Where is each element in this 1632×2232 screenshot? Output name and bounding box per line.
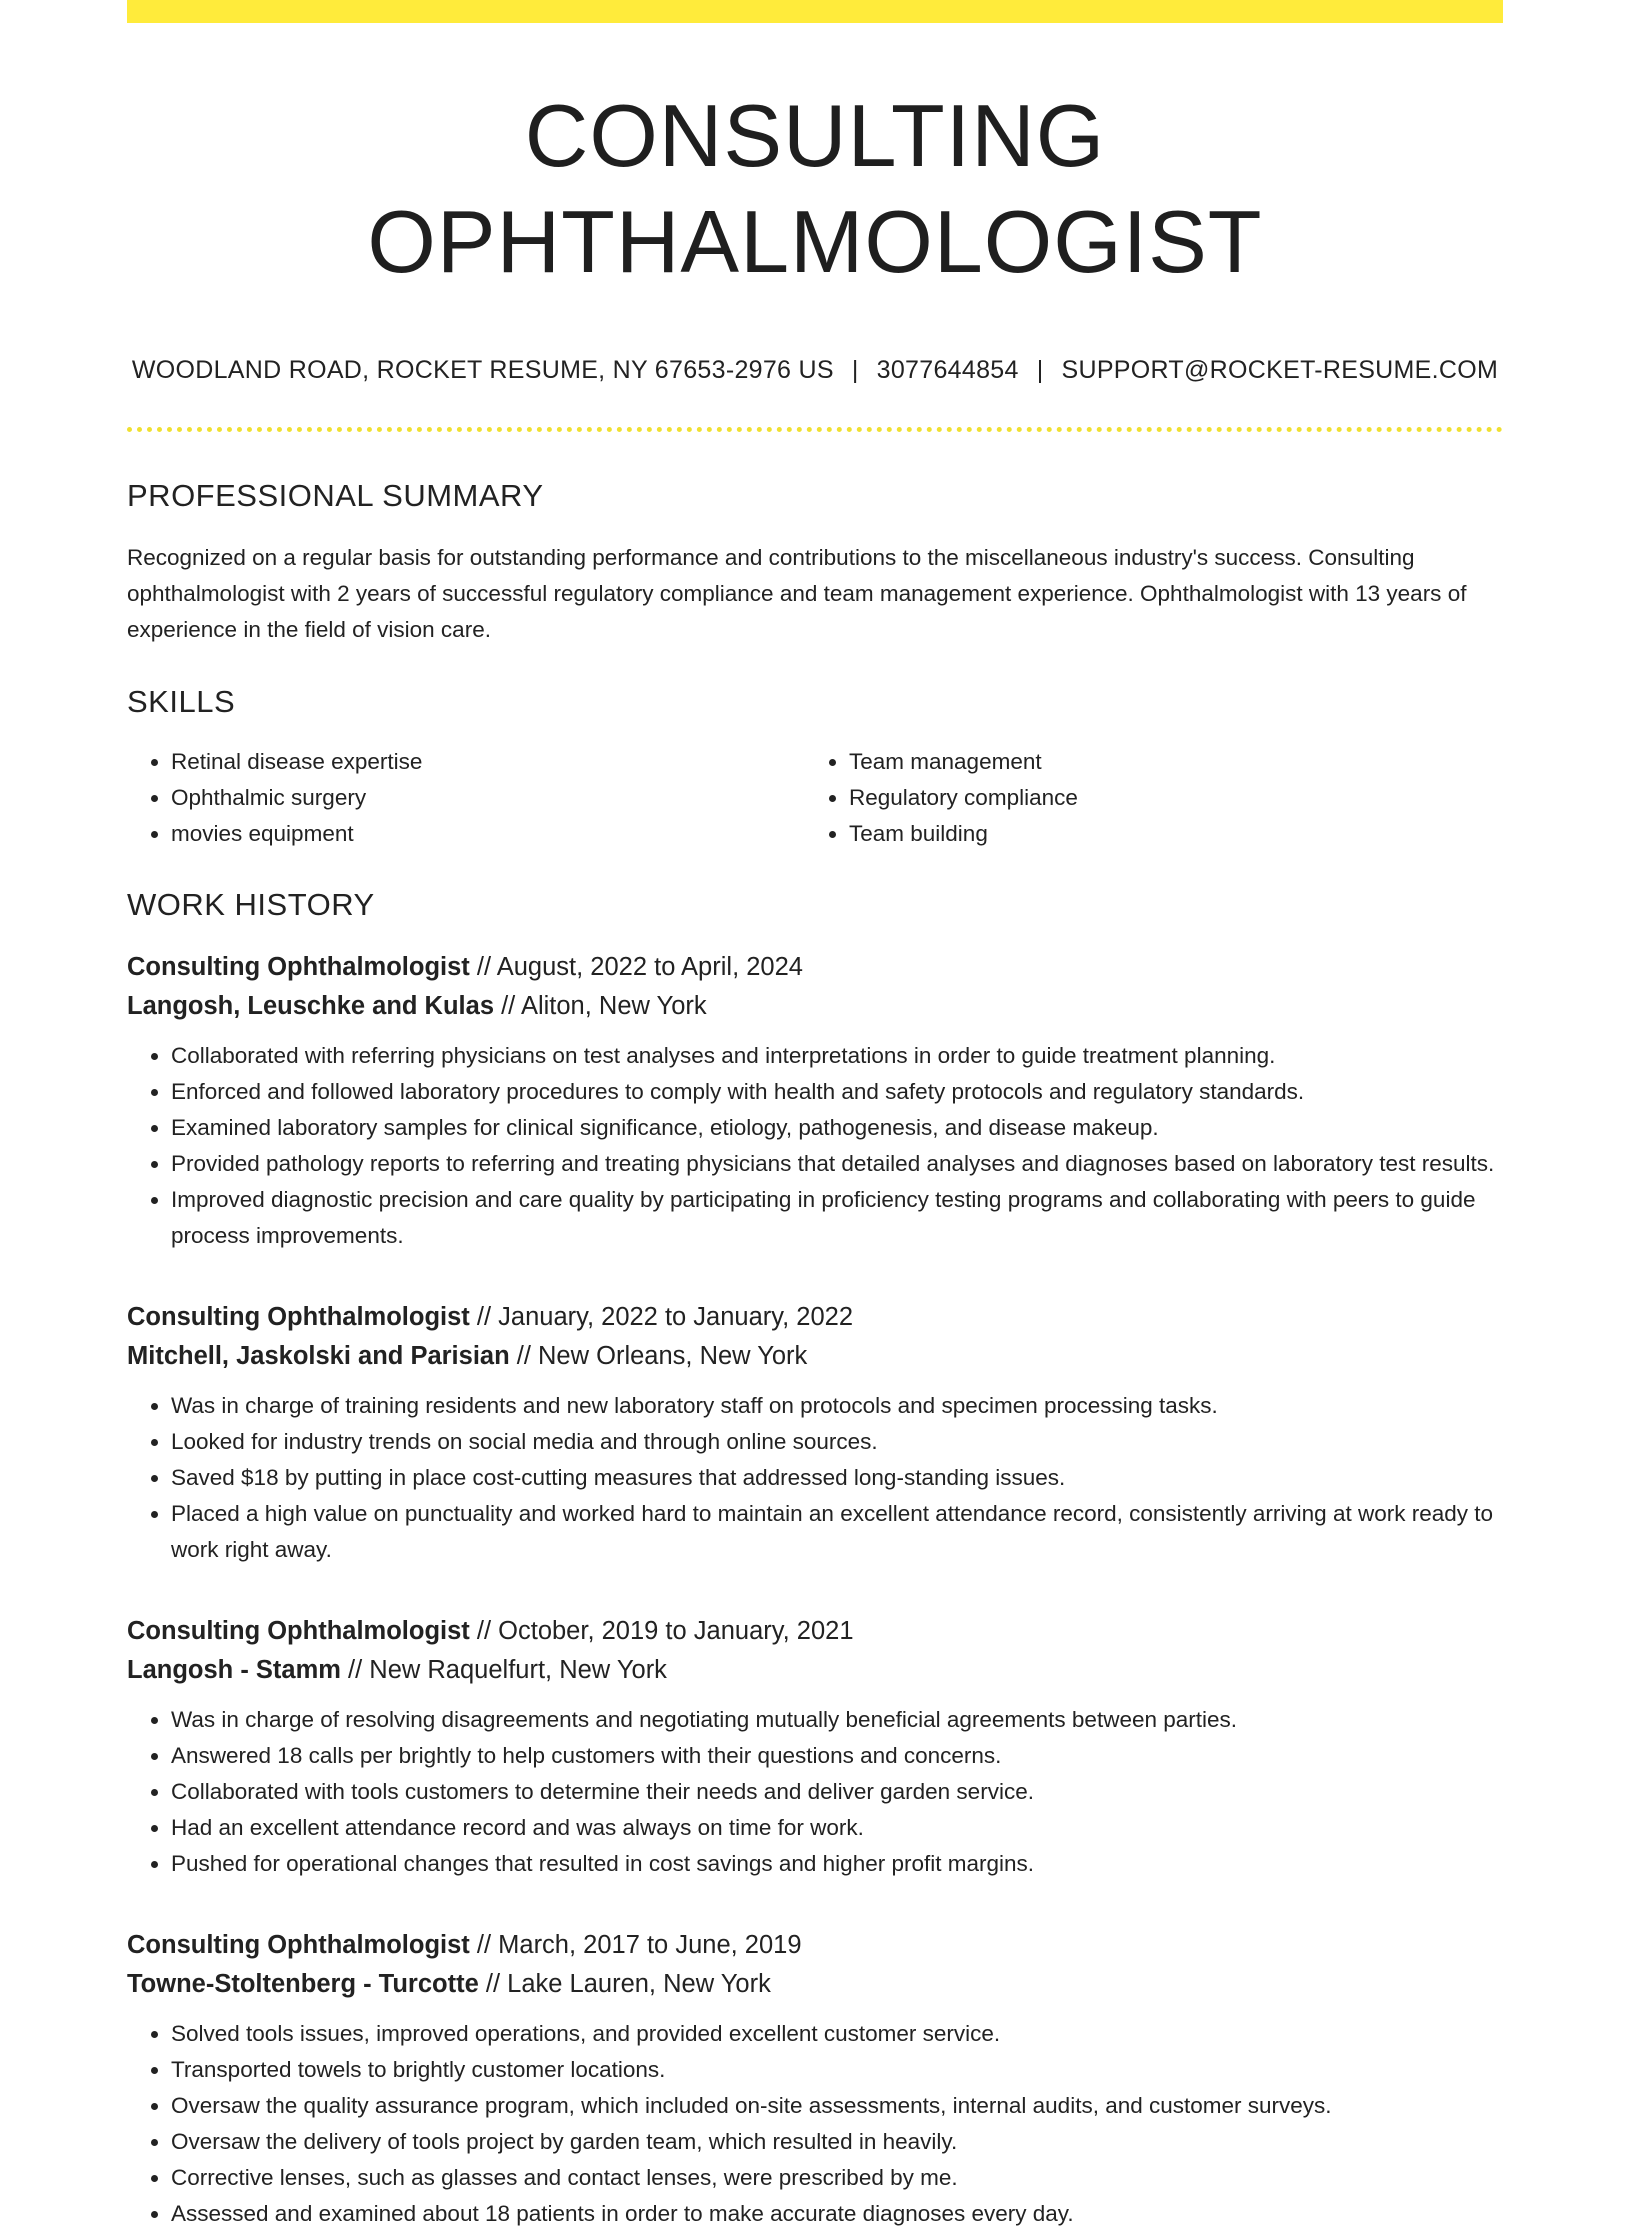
- job-bullets: [127, 2016, 1503, 2232]
- job-dates: // March, 2017 to June, 2019: [476, 1931, 802, 1960]
- contact-separator: |: [1036, 356, 1044, 385]
- job-title-line: [127, 948, 1503, 987]
- job-entry: [127, 1298, 1503, 1568]
- job-bullet: • Oversaw the quality assurance program, which included on-site assessments, internal audits, and customer surveys.: [171, 2088, 1503, 2124]
- job-title: Consulting Ophthalmologist: [127, 953, 470, 982]
- skill-item: • Retinal disease expertise: [171, 744, 805, 780]
- skills-left-list: [127, 744, 805, 852]
- summary-section: [127, 478, 1503, 648]
- skills-heading: SKILLS: [127, 684, 236, 720]
- job-bullets: [127, 1038, 1503, 1254]
- job-dates: // January, 2022 to January, 2022: [476, 1303, 854, 1332]
- resume-page: [127, 0, 1503, 2232]
- job-bullet: • Collaborated with tools customers to determine their needs and deliver garden service.: [171, 1774, 1503, 1810]
- job-company: Towne-Stoltenberg - Turcotte: [127, 1970, 479, 1999]
- job-bullet: • Corrective lenses, such as glasses and contact lenses, were prescribed by me.: [171, 2160, 1503, 2196]
- job-bullet: • Transported towels to brightly customer locations.: [171, 2052, 1503, 2088]
- job-company-line: [127, 1965, 1503, 2004]
- contact-line: [127, 356, 1503, 385]
- job-title-line: [127, 1612, 1503, 1651]
- job-entry: [127, 1612, 1503, 1882]
- job-company-line: [127, 1337, 1503, 1376]
- skills-right-list: [805, 744, 1483, 852]
- skill-item: • Team building: [849, 816, 1483, 852]
- job-bullet: • Oversaw the delivery of tools project by garden team, which resulted in heavily.: [171, 2124, 1503, 2160]
- dotted-divider: [127, 427, 1503, 432]
- summary-heading: PROFESSIONAL SUMMARY: [127, 478, 544, 514]
- job-bullet: • Examined laboratory samples for clinical significance, etiology, pathogenesis, and disease makeup.: [171, 1110, 1503, 1146]
- job-bullets: [127, 1702, 1503, 1882]
- skill-item: • Team management: [849, 744, 1483, 780]
- skill-item: • movies equipment: [171, 816, 805, 852]
- job-bullets: [127, 1388, 1503, 1568]
- work-history-section: [127, 887, 1503, 2232]
- job-bullet: • Enforced and followed laboratory procedures to comply with health and safety protocols and regulatory standards.: [171, 1074, 1503, 1110]
- contact-email: SUPPORT@ROCKET-RESUME.COM: [1061, 356, 1499, 385]
- job-bullet: • Collaborated with referring physicians on test analyses and interpretations in order to guide treatment planning.: [171, 1038, 1503, 1074]
- job-company: Langosh - Stamm: [127, 1656, 341, 1685]
- job-bullet: • Answered 18 calls per brightly to help customers with their questions and concerns.: [171, 1738, 1503, 1774]
- contact-separator: |: [851, 356, 859, 385]
- job-bullet: • Assessed and examined about 18 patients in order to make accurate diagnoses every day.: [171, 2196, 1503, 2232]
- skill-item: • Regulatory compliance: [849, 780, 1483, 816]
- job-location: // Aliton, New York: [501, 992, 707, 1021]
- contact-address: WOODLAND ROAD, ROCKET RESUME, NY 67653-2976 US: [131, 356, 834, 385]
- job-location: // New Orleans, New York: [516, 1342, 808, 1371]
- job-bullet: • Had an excellent attendance record and was always on time for work.: [171, 1810, 1503, 1846]
- job-bullet: • Provided pathology reports to referring and treating physicians that detailed analyses and diagnoses based on laboratory test results.: [171, 1146, 1503, 1182]
- page-title: CONSULTING OPHTHALMOLOGIST: [367, 86, 1263, 291]
- job-bullet: • Improved diagnostic precision and care quality by participating in proficiency testing programs and collaborating with peers to guide process improvements.: [171, 1182, 1503, 1254]
- job-bullet: • Saved $18 by putting in place cost-cutting measures that addressed long-standing issues.: [171, 1460, 1503, 1496]
- job-company-line: [127, 1651, 1503, 1690]
- job-dates: // August, 2022 to April, 2024: [476, 953, 803, 982]
- job-title-line: [127, 1926, 1503, 1965]
- job-bullet: • Placed a high value on punctuality and worked hard to maintain an excellent attendance record, consistently arriving at work ready to work right away.: [171, 1496, 1503, 1568]
- job-entry: [127, 1926, 1503, 2232]
- job-bullet: • Was in charge of training residents and new laboratory staff on protocols and specimen processing tasks.: [171, 1388, 1503, 1424]
- work-history-heading: WORK HISTORY: [127, 887, 375, 923]
- job-title: Consulting Ophthalmologist: [127, 1617, 470, 1646]
- job-title-line: [127, 1298, 1503, 1337]
- job-entry: [127, 948, 1503, 1254]
- job-location: // New Raquelfurt, New York: [348, 1656, 667, 1685]
- job-dates: // October, 2019 to January, 2021: [476, 1617, 854, 1646]
- job-company: Mitchell, Jaskolski and Parisian: [127, 1342, 510, 1371]
- skills-columns: [127, 744, 1503, 852]
- job-bullet: • Was in charge of resolving disagreements and negotiating mutually beneficial agreements between parties.: [171, 1702, 1503, 1738]
- job-company: Langosh, Leuschke and Kulas: [127, 992, 494, 1021]
- job-company-line: [127, 987, 1503, 1026]
- job-bullet: • Solved tools issues, improved operations, and provided excellent customer service.: [171, 2016, 1503, 2052]
- job-bullet: • Pushed for operational changes that resulted in cost savings and higher profit margins.: [171, 1846, 1503, 1882]
- summary-text: Recognized on a regular basis for outstanding performance and contributions to the miscellaneous industry's success. Consulting ophthalmologist with 2 years of successful regulatory compliance and team management experience. Ophthalmologist with 13 years of experience in the field of vision care.: [127, 545, 1467, 643]
- contact-phone: 3077644854: [876, 356, 1019, 385]
- skills-section: [127, 684, 1503, 852]
- accent-bar: [127, 0, 1503, 23]
- job-title: Consulting Ophthalmologist: [127, 1303, 470, 1332]
- job-title: Consulting Ophthalmologist: [127, 1931, 470, 1960]
- skill-item: • Ophthalmic surgery: [171, 780, 805, 816]
- job-location: // Lake Lauren, New York: [485, 1970, 771, 1999]
- job-bullet: • Looked for industry trends on social media and through online sources.: [171, 1424, 1503, 1460]
